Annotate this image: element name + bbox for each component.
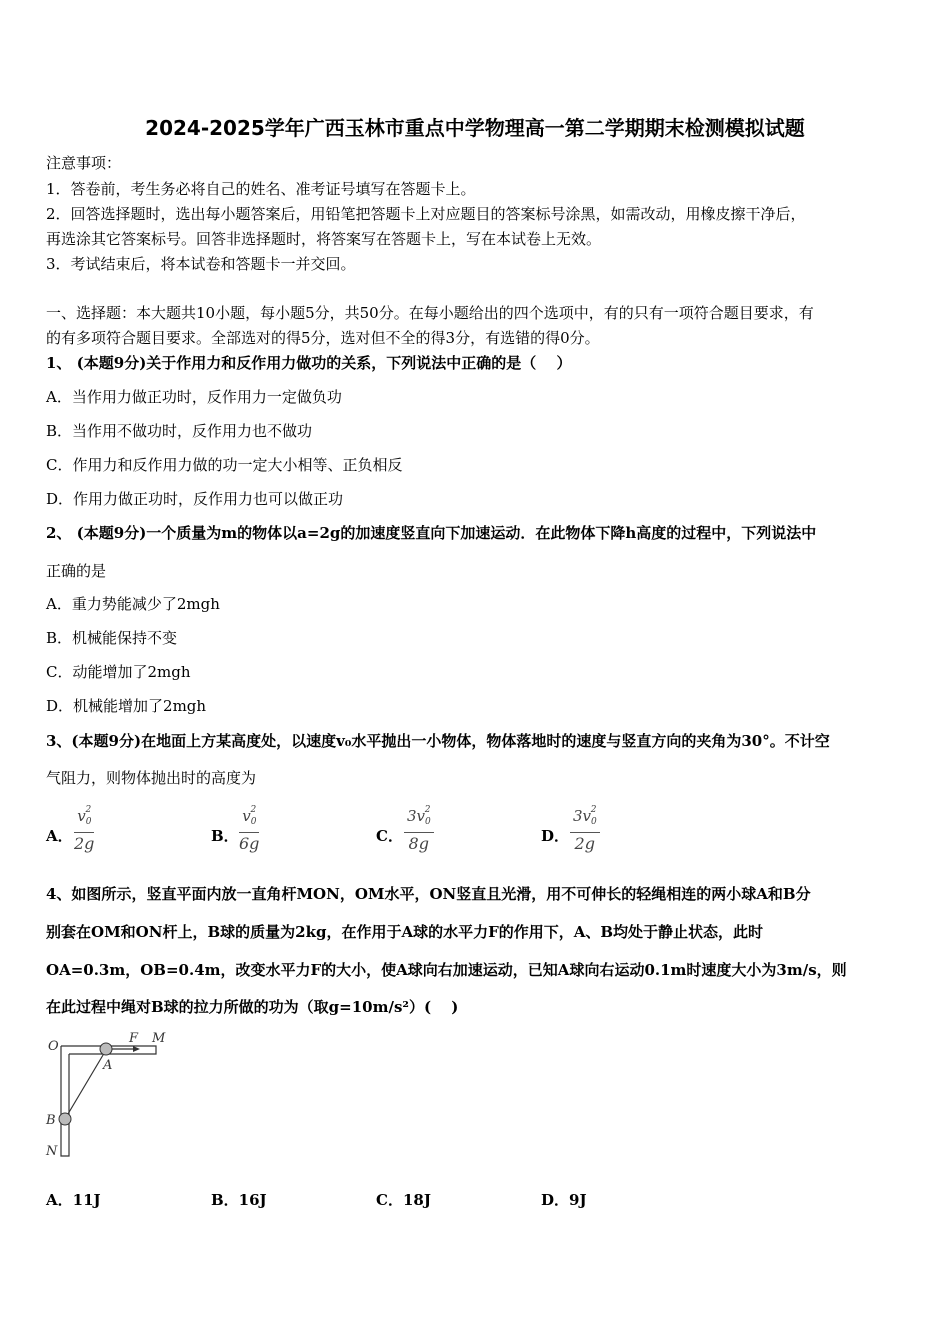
label-a: A	[103, 1058, 113, 1073]
notice-item: 1．答卷前，考生务必将自己的姓名、准考证号填写在答题卡上。	[46, 180, 476, 198]
ball-a	[100, 1043, 112, 1055]
notice-item: 再选涂其它答案标号。回答非选择题时，将答案写在答题卡上，写在本试卷上无效。	[46, 230, 602, 248]
label-f: F	[129, 1031, 139, 1046]
q2-option-d: D．机械能增加了2mgh	[46, 697, 207, 715]
q3-option-c-label: C．	[376, 827, 403, 845]
force-arrow-head	[133, 1046, 140, 1052]
q4-option-a: A．11J	[46, 1191, 101, 1209]
question-3-stem: 气阻力，则物体抛出时的高度为	[46, 769, 257, 787]
q2-option-a: A．重力势能减少了2mgh	[46, 595, 220, 613]
label-m: M	[152, 1031, 166, 1046]
q4-figure	[40, 1028, 180, 1163]
notice-item: 2．回答选择题时，选出每小题答案后，用铅笔把答题卡上对应题目的答案标号涂黑，如需改动，用橡皮擦干净后，	[46, 205, 806, 223]
rope	[65, 1050, 106, 1119]
q4-option-d: D．9J	[541, 1191, 587, 1209]
q1-option-a: A．当作用力做正功时，反作用力一定做负功	[46, 388, 342, 406]
q3-option-b-formula: $v_0^2$ 6g	[239, 805, 260, 853]
q3-option-d-label: D．	[541, 827, 570, 845]
q3-option-a-label: A．	[46, 827, 73, 845]
rod-on	[61, 1046, 69, 1156]
q1-option-c: C．作用力和反作用力做的功一定大小相等、正负相反	[46, 456, 403, 474]
section-instructions: 一、选择题：本大题共10小题，每小题5分，共50分。在每小题给出的四个选项中，有的只有一项符合题目要求，有	[46, 304, 814, 322]
page-title: 2024-2025学年广西玉林市重点中学物理高一第二学期期末检测模拟试题	[145, 116, 805, 140]
section-instructions: 的有多项符合题目要求。全部选对的得5分，选对但不全的得3分，有选错的得0分。	[46, 329, 600, 347]
q1-option-b: B．当作用不做功时，反作用力也不做功	[46, 422, 313, 440]
question-2-stem: 2、 (本题9分)一个质量为m的物体以a=2g的加速度竖直向下加速运动．在此物体下降h高度的过程中，下列说法中	[46, 524, 817, 542]
q3-option-b-label: B．	[211, 827, 239, 845]
q3-option-d-formula: $3v_0^2$ 2g	[570, 800, 600, 855]
q4-option-c: C．18J	[376, 1191, 431, 1209]
label-o: O	[48, 1039, 59, 1054]
question-4-stem: 别套在OM和ON杆上，B球的质量为2kg，在作用于A球的水平力F的作用下，A、B均处于静止状态，此时	[46, 923, 764, 941]
question-4-stem: 在此过程中绳对B球的拉力所做的功为（取g=10m/s²）( )	[46, 998, 459, 1016]
q1-option-d: D．作用力做正功时，反作用力也可以做正功	[46, 490, 344, 508]
q4-option-b: B．16J	[211, 1191, 267, 1209]
question-3-stem: 3、(本题9分)在地面上方某高度处，以速度v₀水平抛出一小物体，物体落地时的速度与竖直方向的夹角为30°。不计空	[46, 732, 830, 750]
label-n: N	[46, 1144, 58, 1159]
question-2-stem: 正确的是	[46, 562, 107, 580]
q2-option-b: B．机械能保持不变	[46, 629, 178, 647]
label-b: B	[46, 1113, 56, 1128]
notice-heading: 注意事项：	[46, 154, 122, 172]
notice-item: 3．考试结束后，将本试卷和答题卡一并交回。	[46, 255, 356, 273]
question-4-stem: 4、如图所示，竖直平面内放一直角杆MON，OM水平，ON竖直且光滑，用不可伸长的轻绳相连的两小球A和B分	[46, 885, 811, 903]
question-1-stem: 1、 (本题9分)关于作用力和反作用力做功的关系，下列说法中正确的是（ ）	[46, 354, 572, 372]
ball-b	[59, 1113, 71, 1125]
q3-option-c-formula: $3v_0^2$ 8g	[404, 800, 434, 855]
q2-option-c: C．动能增加了2mgh	[46, 663, 191, 681]
q3-option-a-formula: $v_0^2$ 2g	[74, 805, 95, 853]
question-4-stem: OA=0.3m，OB=0.4m，改变水平力F的大小，使A球向右加速运动，已知A球向右运动0.1m时速度大小为3m/s，则	[46, 961, 847, 979]
